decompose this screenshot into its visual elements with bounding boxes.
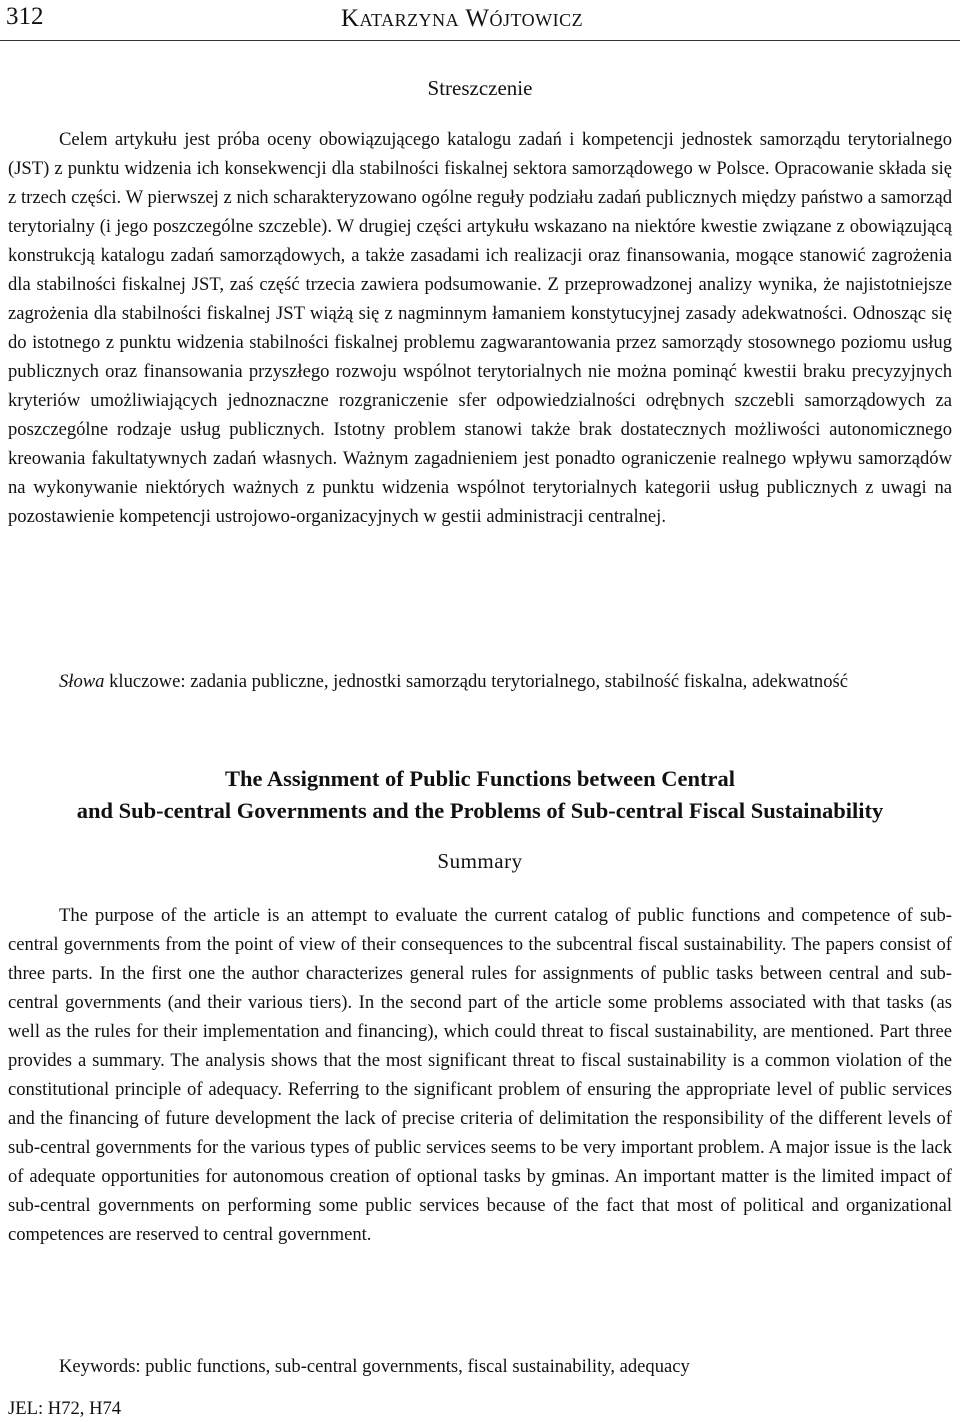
english-title xyxy=(0,763,960,827)
author-running-head: Katarzyna Wójtowicz xyxy=(341,5,584,32)
english-title-line-2: and Sub-central Governments and the Problems of Sub-central Fiscal Sustainability xyxy=(76,798,884,823)
polish-abstract-paragraph: Celem artykułu jest próba oceny obowiązującego katalogu zadań i kompetencji jednostek samorządu terytorialnego (JST) z punktu widzenia ich konsekwencji dla stabilności fiskalnej sektora samorządowego w Polsce. Opracowanie składa się z trzech części. W pierwszej z nich scharakteryzowano ogólne reguły podziału zadań publicznych między państwo a samorząd terytorialny (i jego poszczególne szczeble). W drugiej części artykułu wskazano na niektóre kwestie związane z obowiązującą konstrukcją katalogu zadań samorządowych, a także zasadami ich realizacji oraz finansowania, mogące stanowić zagrożenia dla stabilności fiskalnej JST, zaś część trzecia zawiera podsumowanie. Z przeprowadzonej analizy wynika, że najistotniejsze zagrożenia dla stabilności fiskalnej JST wiążą się z nagminnym łamaniem konstytucyjnej zasady adekwatności. Odnosząc się do istotnego z punktu widzenia stabilności fiskalnej problemu zagwarantowania przez samorządy stosownego poziomu usług publicznych oraz finansowania przyszłego rozwoju wspólnot terytorialnych nie można pominąć kwestii braku precyzyjnych kryteriów umożliwiających jednoznaczne rozgraniczenie sfer odpowiedzialności odrębnych szczebli samorządowych za poszczególne rodzaje usług publicznych. Istotny problem stanowi także brak dostatecznych możliwości autonomicznego kreowania fakultatywnych zadań własnych. Ważnym zagadnieniem jest ponadto ograniczenie realnego wpływu samorządów na wykonywanie niektórych ważnych z punktu widzenia wspólnot terytorialnych kategorii usług publicznych z uwagi na pozostawienie kompetencji ustrojowo-organizacyjnych w gestii administracji centralnej. xyxy=(8,129,952,527)
english-keywords xyxy=(8,1352,952,1381)
english-keywords-list: public functions, sub-central governments, fiscal sustainability, adequacy xyxy=(145,1356,690,1377)
running-header xyxy=(0,0,960,41)
english-keywords-label: Keywords: xyxy=(59,1356,146,1377)
english-title-line-1: The Assignment of Public Functions between Central xyxy=(224,766,735,791)
keywords-label-italic: Słowa xyxy=(59,671,105,692)
keywords-label-rest: kluczowe: xyxy=(104,671,191,692)
page-number: 312 xyxy=(6,3,44,30)
jel-codes: JEL: H72, H74 xyxy=(8,1398,122,1419)
polish-abstract xyxy=(8,125,952,531)
english-keywords-paragraph xyxy=(8,1352,952,1381)
english-summary xyxy=(8,901,952,1249)
polish-keywords-paragraph xyxy=(8,667,952,696)
english-summary-paragraph: The purpose of the article is an attempt to evaluate the current catalog of public functions and competence of sub-central governments from the point of view of their consequences to the subcentral fiscal sustainability. The papers consist of three parts. In the first one the author characterizes general rules for assignments of public tasks between central and sub-central governments (and their various tiers). In the second part of the article some problems associated with that tasks (as well as the rules for their implementation and financing), which could threat to fiscal sustainability, are mentioned. Part three provides a summary. The analysis shows that the most significant threat to fiscal sustainability is a common violation of the constitutional principle of adequacy. Referring to the significant problem of ensuring the appropriate level of public services and the financing of future development the lack of precise criteria of delimitation the responsibility of the different levels of sub-central governments for the various types of public services seems to be very important problem. A major issue is the lack of adequate opportunities for autonomous creation of optional tasks by gminas. An important matter is the limited impact of sub-central governments on performing some public services because of the fact that most of political and organizational competences are reserved to central government. xyxy=(8,905,952,1245)
polish-keywords-list: zadania publiczne, jednostki samorządu terytorialnego, stabilność fiskalna, adekwatność xyxy=(190,671,848,692)
streszczenie-heading: Streszczenie xyxy=(427,76,533,100)
polish-keywords xyxy=(8,667,952,696)
summary-heading: Summary xyxy=(437,849,523,873)
